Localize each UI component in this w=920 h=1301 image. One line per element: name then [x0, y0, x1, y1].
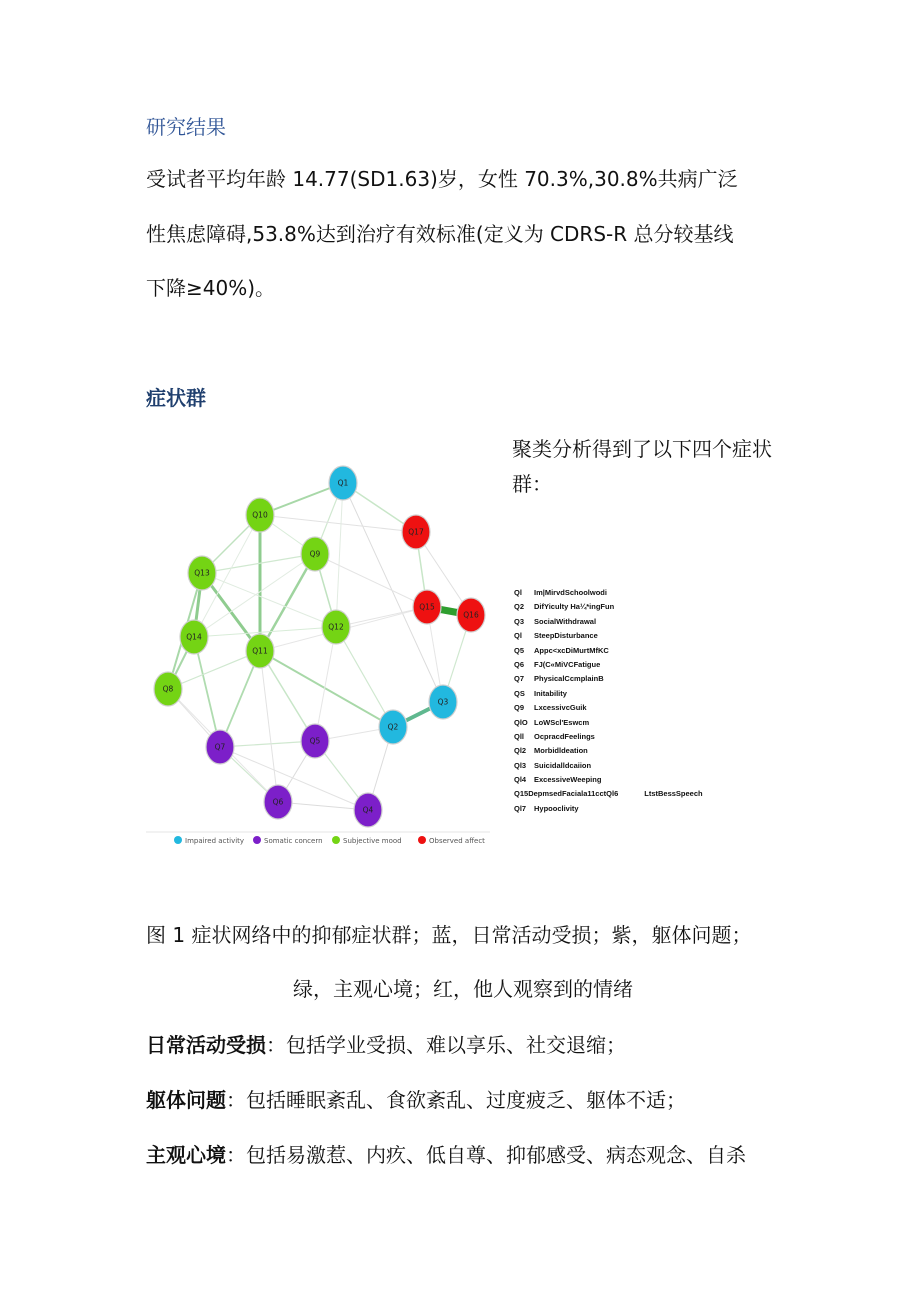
item-text: Morbidldeation	[534, 746, 588, 756]
clusters-heading: 症状群	[146, 386, 206, 410]
edge-q9-q15	[315, 554, 427, 607]
item-text-extra: LtstBessSpeech	[644, 789, 703, 799]
node-label: Q14	[186, 632, 202, 642]
node-label: Q8	[162, 684, 174, 694]
node-q2	[379, 710, 407, 744]
item-text: PhysicalCcmplainB	[534, 674, 604, 684]
item-list-row	[514, 644, 703, 658]
legend-label-subjective: Subjective mood	[343, 837, 402, 845]
item-list-row	[514, 744, 703, 758]
node-label: Q12	[328, 622, 344, 632]
edge-q7-q4	[220, 747, 368, 810]
node-label: Q10	[252, 510, 268, 520]
node-q17	[402, 515, 430, 549]
item-text: LxcessivcGuik	[534, 703, 587, 713]
node-label: Q4	[362, 805, 374, 815]
legend-label-somatic: Somatic concern	[264, 837, 323, 845]
edge-q10-q17	[260, 515, 416, 532]
item-text: FJ(C«MiVCFatigue	[534, 659, 601, 669]
item-code: QS	[514, 688, 525, 698]
node-label: Q5	[309, 736, 321, 746]
node-label: Q15	[419, 602, 435, 612]
item-list-row	[514, 687, 703, 701]
item-list-row	[514, 802, 703, 816]
node-label: Q13	[194, 568, 210, 578]
node-label: Q1	[337, 478, 349, 488]
legend-label-observed: Observed affect	[429, 837, 485, 845]
item-list-row	[514, 730, 703, 744]
item-list-row	[514, 773, 703, 787]
node-q8	[154, 672, 182, 706]
node-q14	[180, 620, 208, 654]
clusters-intro-line-2: 群：	[512, 472, 552, 496]
item-list-row	[514, 716, 703, 730]
item-text: Initability	[534, 688, 567, 698]
item-text: Suicidalldcaiion	[534, 760, 592, 770]
results-line-3: 下降≥40%)。	[146, 276, 276, 300]
item-text: Im|MirvdSchoolwodi	[534, 588, 607, 597]
edge-q11-q6	[260, 651, 278, 802]
node-q9	[301, 537, 329, 571]
definition-text: ：包括易激惹、内疚、低自尊、抑郁感受、病态观念、自杀	[226, 1143, 746, 1167]
legend-swatch-impaired	[174, 836, 182, 844]
node-q6	[264, 785, 292, 819]
definition-text: ：包括睡眠紊乱、食欲紊乱、过度疲乏、躯体不适；	[226, 1088, 686, 1112]
item-list-row	[514, 701, 703, 715]
item-code: Q5	[514, 645, 525, 655]
symptom-network-figure	[140, 450, 500, 855]
legend-label-impaired: Impaired activity	[185, 837, 245, 845]
definition-text: ：包括学业受损、难以享乐、社交退缩；	[266, 1033, 626, 1057]
definition-subjective-mood	[146, 1139, 746, 1168]
item-list-row	[514, 629, 703, 643]
item-list-row	[514, 787, 703, 801]
node-q1	[329, 466, 357, 500]
item-code: Ql	[514, 588, 522, 597]
node-label: Q16	[463, 610, 479, 620]
item-code: Qll	[514, 731, 525, 741]
definition-term: 日常活动受损	[146, 1033, 266, 1057]
item-code: Q6	[514, 659, 525, 669]
clusters-intro-line-1: 聚类分析得到了以下四个症状	[512, 437, 772, 461]
node-label: Q11	[252, 646, 268, 656]
figure-caption-line-2: 绿，主观心境；红，他人观察到的情绪	[293, 977, 633, 1001]
item-text: DifYiculty Ha¼*ingFun	[534, 602, 615, 612]
results-heading: 研究结果	[146, 115, 226, 139]
item-list-row	[514, 658, 703, 672]
item-text: OcpracdFeelings	[534, 731, 595, 741]
node-label: Q2	[387, 722, 399, 732]
results-line-2: 性焦虑障碍,53.8%达到治疗有效标准(定义为 CDRS-R 总分较基线	[146, 222, 734, 246]
node-label: Q7	[214, 742, 226, 752]
node-q15	[413, 590, 441, 624]
legend-swatch-subjective	[332, 836, 340, 844]
figure-caption-line-1: 图 1 症状网络中的抑郁症状群；蓝，日常活动受损；紫，躯体问题；	[146, 923, 752, 947]
node-q16	[457, 598, 485, 632]
definition-term: 主观心境	[146, 1143, 226, 1167]
item-text: ExcessiveWeeping	[534, 775, 602, 785]
item-code: Q7	[514, 674, 525, 684]
item-code: Ql7	[514, 803, 527, 813]
node-label: Q9	[309, 549, 321, 559]
item-code: Q15	[514, 789, 529, 799]
item-code: Ql2	[514, 746, 527, 756]
definition-somatic-concern	[146, 1084, 686, 1113]
item-list-row	[514, 600, 703, 614]
edge-q1-q12	[336, 483, 343, 627]
edge-q11-q2	[260, 651, 393, 727]
item-text: Appc<xcDiMurtMfKC	[534, 645, 609, 655]
node-q5	[301, 724, 329, 758]
legend-swatch-somatic	[253, 836, 261, 844]
node-q10	[246, 498, 274, 532]
item-list-row	[514, 759, 703, 773]
edge-q12-q2	[336, 627, 393, 727]
node-label: Q3	[437, 697, 449, 707]
item-code: Ql4	[514, 775, 527, 785]
node-label: Q17	[408, 527, 424, 537]
node-q11	[246, 634, 274, 668]
item-code: Ql3	[514, 760, 527, 770]
node-q4	[354, 793, 382, 827]
item-text: LoWScl'Eswcm	[534, 717, 590, 727]
item-text: SteepDisturbance	[534, 631, 598, 641]
node-q7	[206, 730, 234, 764]
item-code: Q2	[514, 602, 525, 612]
item-list	[514, 586, 703, 816]
item-code: Q3	[514, 616, 525, 626]
item-text: Hypooclivity	[534, 803, 579, 813]
legend-swatch-observed	[418, 836, 426, 844]
definition-term: 躯体问题	[146, 1088, 226, 1112]
node-q3	[429, 685, 457, 719]
item-code: QlO	[514, 717, 528, 727]
node-q13	[188, 556, 216, 590]
item-text: SocialWithdrawal	[534, 616, 597, 626]
item-code: Ql	[514, 631, 522, 641]
item-text: DepmsedFaciala11cctQl6	[528, 789, 619, 799]
results-line-1: 受试者平均年龄 14.77(SD1.63)岁，女性 70.3%,30.8%共病广泛	[146, 167, 738, 191]
item-code: Q9	[514, 703, 525, 713]
definition-impaired-activity	[146, 1029, 626, 1058]
item-list-row	[514, 615, 703, 629]
node-q12	[322, 610, 350, 644]
item-list-row	[514, 672, 703, 686]
node-label: Q6	[272, 797, 284, 807]
item-list-row	[514, 586, 703, 600]
